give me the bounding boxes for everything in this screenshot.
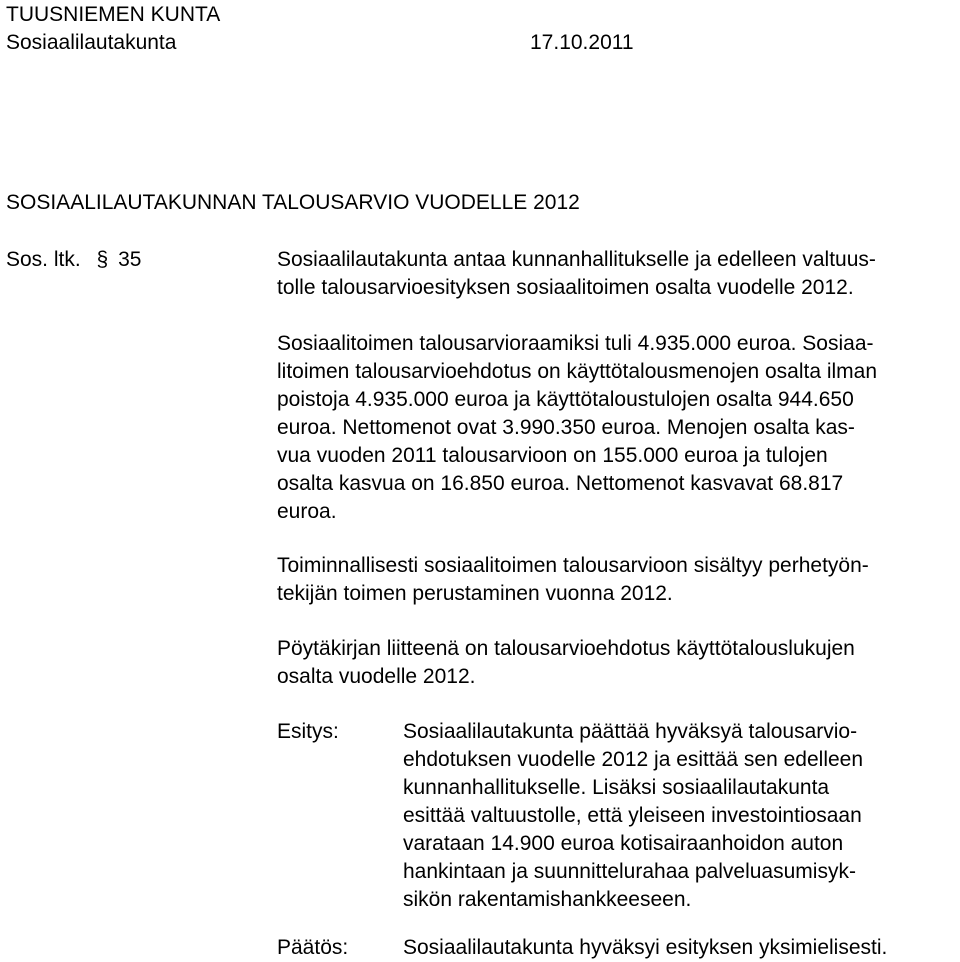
section-prefix: Sos. ltk. — [6, 248, 81, 271]
decision-label: Päätös: — [277, 936, 349, 959]
text-line: tolle talousarvioesityksen sosiaalitoimen osalta vuodelle 2012. — [277, 276, 854, 299]
text-line: Sosiaalilautakunta antaa kunnanhallitukselle ja edelleen valtuus- — [277, 248, 876, 271]
meeting-date: 17.10.2011 — [530, 31, 634, 54]
text-line: varataan 14.900 euroa kotisairaanhoidon auton — [403, 832, 844, 855]
text-line: Pöytäkirjan liitteenä on talousarvioehdotus käyttötalouslukujen — [277, 637, 855, 660]
text-line: vua vuoden 2011 talousarvioon on 155.000 euroa ja tulojen — [277, 444, 828, 467]
text-line: Sosiaalilautakunta päättää hyväksyä talousarvio- — [403, 720, 858, 743]
proposal-label: Esitys: — [277, 720, 339, 743]
text-line: poistoja 4.935.000 euroa ja käyttötaloustulojen osalta 944.650 — [277, 388, 854, 411]
text-line: tekijän toimen perustaminen vuonna 2012. — [277, 582, 673, 605]
text-line: litoimen talousarvioehdotus on käyttötalousmenojen osalta ilman — [277, 360, 878, 383]
organization-name: TUUSNIEMEN KUNTA — [6, 3, 221, 26]
text-line: kunnanhallitukselle. Lisäksi sosiaalilautakunta — [403, 776, 830, 799]
decision-text: Sosiaalilautakunta hyväksyi esityksen yksimielisesti. — [403, 936, 888, 959]
text-line: euroa. Nettomenot ovat 3.990.350 euroa. Menojen osalta kas- — [277, 416, 855, 439]
text-line: hankintaan ja suunnittelurahaa palveluasumisyk- — [403, 860, 856, 883]
section-reference — [6, 246, 141, 274]
text-line: Toiminnallisesti sosiaalitoimen talousarvioon sisältyy perhetyön- — [277, 554, 869, 577]
text-line: osalta vuodelle 2012. — [277, 665, 476, 688]
text-line: euroa. — [277, 500, 337, 523]
section-sign: § — [96, 248, 109, 271]
text-line: osalta kasvua on 16.850 euroa. Nettomenot kasvavat 68.817 — [277, 472, 844, 495]
text-line: esittää valtuustolle, että yleiseen investointiosaan — [403, 804, 862, 827]
text-line: ehdotuksen vuodelle 2012 ja esittää sen edelleen — [403, 748, 864, 771]
text-line: Sosiaalitoimen talousarvioraamiksi tuli 4.935.000 euroa. Sosiaa- — [277, 332, 874, 355]
committee-name: Sosiaalilautakunta — [6, 31, 177, 54]
section-number: 35 — [118, 248, 142, 271]
document-title: SOSIAALILAUTAKUNNAN TALOUSARVIO VUODELLE 2012 — [6, 191, 580, 214]
text-line: sikön rakentamishankkeeseen. — [403, 888, 692, 911]
